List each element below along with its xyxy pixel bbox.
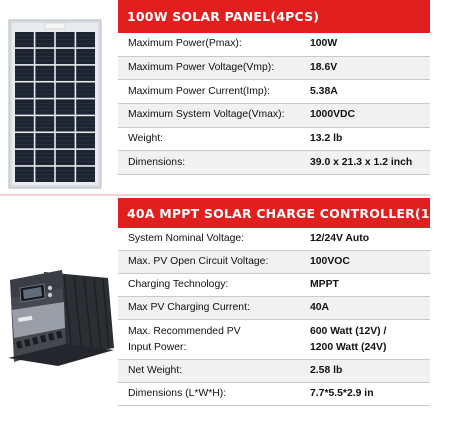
spec-label: Dimensions: <box>128 156 186 168</box>
table-row <box>118 320 430 360</box>
spec-value: 1000VDC <box>310 109 356 121</box>
controller-button <box>48 293 52 297</box>
table-row <box>118 251 430 274</box>
solar-panel-section <box>0 0 430 196</box>
solar-panel-image-area <box>0 0 118 196</box>
table-row <box>118 360 430 383</box>
solar-panel-image <box>9 20 101 188</box>
spec-value: 18.6V <box>310 62 338 74</box>
spec-label: Maximum Power(Pmax): <box>128 38 242 50</box>
charge-controller-image <box>4 258 116 378</box>
spec-value: 12/24V Auto <box>310 233 370 244</box>
table-row <box>118 297 430 320</box>
spec-label: Max. PV Open Circuit Voltage: <box>128 256 269 267</box>
spec-value: 100W <box>310 38 338 50</box>
charge-controller-section <box>0 196 464 430</box>
spec-label: Dimensions (L*W*H): <box>128 388 227 399</box>
table-row <box>118 383 430 406</box>
table-row <box>118 228 430 251</box>
spec-label: Weight: <box>128 133 164 145</box>
spec-value: 100VOC <box>310 256 350 267</box>
spec-value-line: 600 Watt (12V) / <box>310 325 387 337</box>
spec-label-line: Max. Recommended PV <box>128 325 241 337</box>
spec-value: 13.2 lb <box>310 133 343 145</box>
controller-button <box>48 286 52 290</box>
spec-label: Charging Technology: <box>128 279 229 290</box>
controller-spec-rows <box>118 228 430 406</box>
spec-value <box>308 324 430 356</box>
spec-value: 2.58 lb <box>310 365 343 376</box>
spec-label-line: Input Power: <box>128 341 187 353</box>
spec-label <box>118 324 308 356</box>
controller-spec-table <box>118 196 464 430</box>
spec-label: Maximum Power Voltage(Vmp): <box>128 62 275 74</box>
spec-label: Net Weight: <box>128 365 183 376</box>
panel-spec-rows <box>118 33 430 175</box>
table-row <box>118 151 430 175</box>
spec-label: Max PV Charging Current: <box>128 302 250 313</box>
table-row <box>118 274 430 297</box>
junction-label <box>45 23 65 29</box>
spec-value: 40A <box>310 302 330 313</box>
spec-value: MPPT <box>310 279 339 290</box>
table-row <box>118 104 430 128</box>
controller-section-header: 40A MPPT SOLAR CHARGE CONTROLLER(1PCS) <box>118 198 430 228</box>
panel-spec-table <box>118 0 430 196</box>
spec-label: Maximum System Voltage(Vmax): <box>128 109 285 121</box>
table-row <box>118 128 430 152</box>
controller-image-area <box>0 196 118 430</box>
table-row <box>118 57 430 81</box>
spec-value: 7.7*5.5*2.9 in <box>310 388 374 399</box>
table-row <box>118 80 430 104</box>
spec-value-line: 1200 Watt (24V) <box>310 341 387 353</box>
spec-value: 39.0 x 21.3 x 1.2 inch <box>310 156 413 168</box>
spec-label: System Nominal Voltage: <box>128 233 245 244</box>
table-row <box>118 33 430 57</box>
solar-panel-graphic <box>9 20 101 188</box>
spec-value: 5.38A <box>310 85 338 97</box>
panel-section-header: 100W SOLAR PANEL(4PCS) <box>118 0 430 33</box>
charge-controller-graphic <box>4 258 116 378</box>
spec-label: Maximum Power Current(Imp): <box>128 85 271 97</box>
